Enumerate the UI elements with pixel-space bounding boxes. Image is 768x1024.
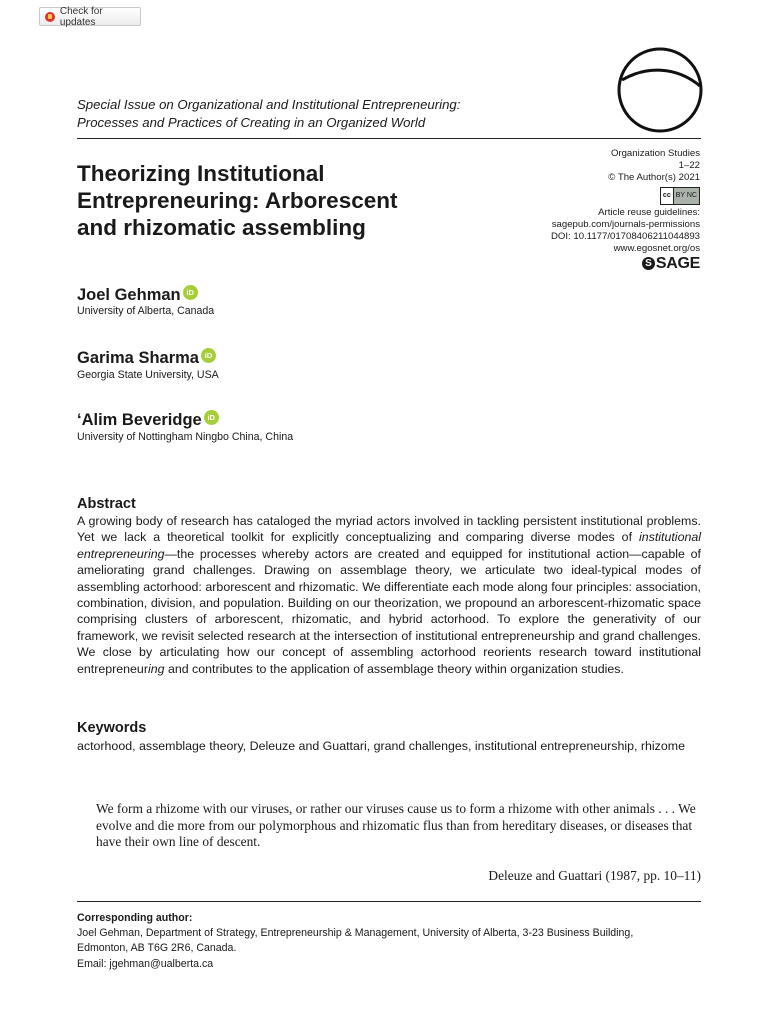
author-1-name: Joel Gehman <box>77 286 181 304</box>
keywords-text: actorhood, assemblage theory, Deleuze and Guattari, grand challenges, institutional entrepreneurship, rhizome <box>77 739 685 753</box>
sage-icon: S <box>642 257 655 270</box>
author-affiliation-2: Georgia State University, USA <box>77 369 219 381</box>
check-for-updates-button[interactable] <box>39 7 141 26</box>
cc-license-badge[interactable] <box>660 187 700 205</box>
correspondence-address-1: Joel Gehman, Department of Strategy, Entrepreneurship & Management, University of Alberta, 3-23 Business Building, <box>77 927 634 940</box>
special-issue-line-1: Special Issue on Organizational and Institutional Entrepreneuring: <box>77 97 461 112</box>
special-issue-line-2: Processes and Practices of Creating in an Organized World <box>77 115 426 130</box>
author-affiliation-1: University of Alberta, Canada <box>77 305 215 317</box>
author-name-3 <box>77 411 219 430</box>
journal-logo <box>616 46 704 134</box>
title-line-2: Entrepreneuring: Arborescent <box>77 188 398 213</box>
check-for-updates-label: Check for updates <box>59 5 103 28</box>
orcid-icon[interactable]: iD <box>183 285 198 300</box>
correspondence-address-2: Edmonton, AB T6G 2R6, Canada. <box>77 942 237 955</box>
author-2-name: Garima Sharma <box>77 349 199 367</box>
author-name-2 <box>77 349 216 368</box>
title-line-3: and rhizomatic assembling <box>77 215 366 240</box>
reuse-guidelines-link[interactable]: sagepub.com/journals-permissions <box>551 218 700 230</box>
author-name-1 <box>77 286 198 305</box>
abstract-part-c: and contributes to the application of assemblage theory within organization studies. <box>164 661 624 676</box>
orcid-icon[interactable]: iD <box>204 410 219 425</box>
page-range: 1–22 <box>678 160 700 172</box>
author-affiliation-3: University of Nottingham Ningbo China, China <box>77 431 294 443</box>
correspondence-email[interactable]: Email: jgehman@ualberta.ca <box>77 957 214 970</box>
journal-name: Organization Studies <box>610 148 700 159</box>
epigraph-source: Deleuze and Guattari (1987, pp. 10–11) <box>488 868 701 883</box>
publisher-name: SAGE <box>655 254 700 272</box>
by-nc-icon: BY NC <box>674 188 699 204</box>
bookmark-icon <box>45 12 55 22</box>
journal-meta <box>460 148 700 271</box>
reuse-guidelines-label: Article reuse guidelines: <box>598 206 700 218</box>
title-line-1: Theorizing Institutional <box>77 161 325 186</box>
abstract-part-b: —the processes whereby actors are created and equipped for institutional action—capable of ameliorating grand challenges. Drawing on assemblage theory, we articulate two ideal-typical modes of assembling actorhood: arborescent and rhizomatic. We differentiate each mode along four principles: association, combination, division, and population. Building on our theorization, we propound an arborescent-rhizomatic space comprising clusters of arborescent, rhizomatic, and hybrid actorhood. To explore the generativity of our framework, we revisit selected research at the intersection of institutional entrepreneurship and grand challenges. We close by articulating how our concept of assembling actorhood reorients research toward institutional entrepreneur <box>77 546 701 676</box>
publisher-logo <box>642 254 700 272</box>
abstract-part-a: A growing body of research has cataloged the myriad actors involved in tackling persistent institutional problems. Yet we lack a theoretical toolkit for explicitly conceptualizing and comparing diverse modes of <box>77 514 701 545</box>
header-divider <box>77 138 701 139</box>
abstract-emphasis-2: ing <box>147 661 165 676</box>
corresponding-author <box>77 911 707 972</box>
abstract-emphasis: institutional entrepreneuring <box>77 530 701 561</box>
copyright: © The Author(s) 2021 <box>608 172 700 184</box>
doi[interactable]: DOI: 10.1177/01708406211044893 <box>550 231 700 243</box>
footer-divider <box>77 901 701 902</box>
corresponding-author-heading: Corresponding author: <box>77 912 193 924</box>
keywords-heading: Keywords <box>77 720 147 736</box>
article-title <box>77 160 497 241</box>
author-3-name: ‘Alim Beveridge <box>77 411 202 429</box>
special-issue-header <box>77 96 547 132</box>
abstract-text <box>77 513 701 677</box>
epigraph-quote: We form a rhizome with our viruses, or rather our viruses cause us to form a rhizome with other animals . . . We evolve and die more from our polymorphous and rhizomatic flus than from hereditary diseases, or diseases that have their own line of descent. <box>96 801 696 850</box>
journal-website[interactable]: www.egosnet.org/os <box>613 243 700 255</box>
cc-icon: cc <box>661 188 674 204</box>
abstract-heading: Abstract <box>77 496 136 512</box>
orcid-icon[interactable]: iD <box>201 348 216 363</box>
